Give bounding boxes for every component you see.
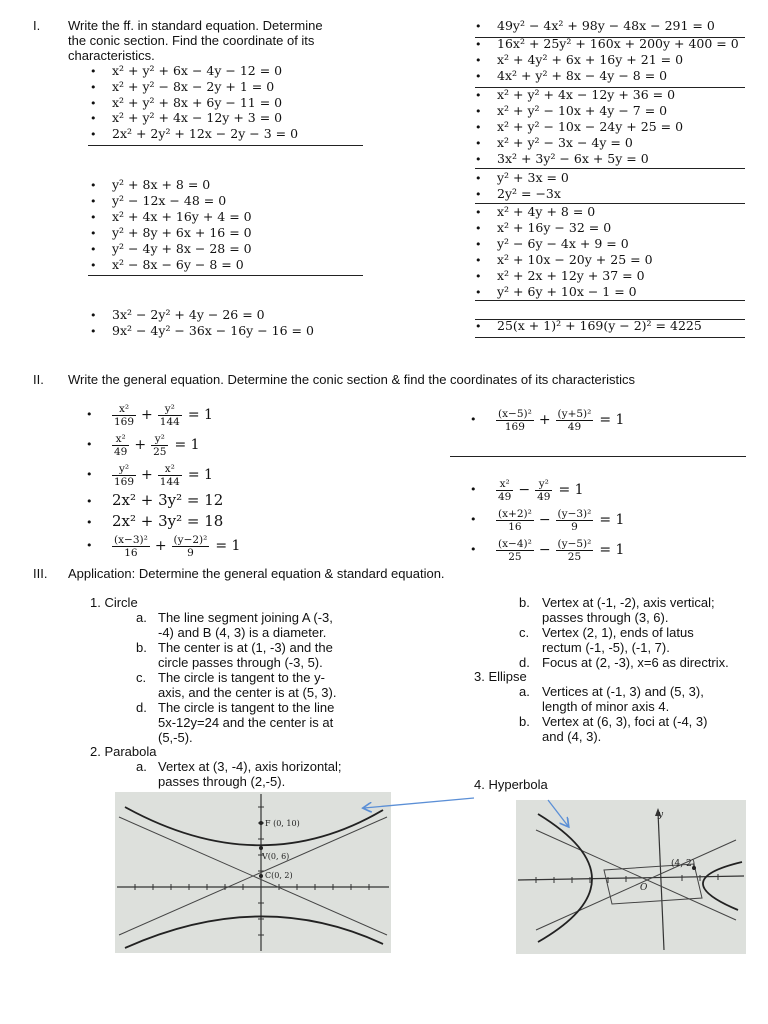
- equation: x² + y² + 4x − 12y + 36 = 0: [497, 87, 676, 102]
- divider: [450, 456, 746, 457]
- equation: 16x² + 25y² + 160x + 200y + 400 = 0: [497, 36, 739, 51]
- denominator: 25: [567, 550, 582, 563]
- left-branch: [538, 814, 592, 942]
- equation: 2x² + 2y² + 12x − 2y − 3 = 0: [112, 126, 299, 142]
- hyperbola-graph-1-svg: [115, 792, 391, 953]
- divider: [88, 275, 363, 276]
- denominator: 144: [159, 415, 180, 428]
- equation: y² − 12x − 48 = 0: [112, 193, 227, 208]
- bullet: •: [90, 195, 97, 208]
- operator: +: [141, 407, 153, 423]
- numerator: (y−5)²: [557, 537, 592, 550]
- equation: 9x² − 4y² − 36x − 16y − 16 = 0: [112, 323, 314, 338]
- item-text: -4) and B (4, 3) is a diameter.: [158, 625, 327, 640]
- point-label: (4, 2): [671, 859, 696, 869]
- bullet: •: [90, 325, 97, 338]
- item-text: Vertex at (6, 3), foci at (-4, 3): [542, 714, 708, 729]
- numerator: (y+5)²: [557, 407, 592, 420]
- fraction: [535, 478, 552, 503]
- equation-rhs: = 1: [187, 467, 213, 483]
- bullet: •: [475, 206, 482, 219]
- equation: [494, 407, 624, 433]
- bullet: •: [90, 211, 97, 224]
- item-text: Vertex at (-1, -2), axis vertical;: [542, 595, 715, 610]
- equation: x² + 16y − 32 = 0: [497, 220, 612, 235]
- heading-line: the conic section. Find the coordinate of its: [68, 33, 315, 48]
- bullet: •: [90, 80, 97, 94]
- bullet: •: [475, 320, 482, 333]
- equation: x² + 4x + 16y + 4 = 0: [112, 209, 252, 224]
- equation: x² + y² − 10x + 4y − 7 = 0: [497, 103, 668, 118]
- equation: [110, 432, 200, 458]
- numerator: (x−5)²: [498, 407, 532, 420]
- equation-rhs: = 1: [215, 538, 241, 554]
- numerator: x²: [112, 433, 129, 446]
- bullet: •: [90, 227, 97, 240]
- center-point: [259, 874, 263, 878]
- equation: y² − 6y − 4x + 9 = 0: [497, 236, 629, 251]
- item-text: circle passes through (-3, 5).: [158, 655, 323, 670]
- fraction: [158, 463, 182, 488]
- item-letter: c.: [519, 625, 530, 640]
- fraction: [556, 408, 594, 433]
- divider: [475, 337, 745, 338]
- divider: [475, 168, 745, 169]
- equation: [494, 477, 584, 503]
- item-letter: b.: [519, 595, 530, 610]
- bullet: •: [475, 105, 482, 118]
- fraction: [151, 433, 168, 458]
- equation: x² + y² − 3x − 4y = 0: [497, 135, 633, 150]
- equation: y² − 4y + 8x − 28 = 0: [112, 241, 252, 256]
- bullet: •: [90, 179, 97, 192]
- bullet: •: [90, 309, 97, 322]
- divider: [88, 145, 363, 146]
- bullet: •: [90, 128, 97, 142]
- item-text: Vertex (2, 1), ends of latus: [542, 625, 694, 640]
- bullet: •: [86, 539, 93, 552]
- equation: x² + 4y + 8 = 0: [497, 204, 596, 219]
- heading-line: characteristics.: [68, 48, 155, 63]
- hyperbola-label: 4. Hyperbola: [474, 777, 548, 792]
- origin-label: O: [640, 883, 648, 893]
- operator: −: [538, 512, 551, 528]
- equation: [494, 507, 624, 533]
- item-letter: a.: [136, 759, 147, 774]
- item-letter: d.: [136, 700, 147, 715]
- bullet: •: [475, 270, 482, 283]
- equation-rhs: = 1: [599, 512, 625, 528]
- bullet: •: [90, 96, 97, 110]
- numerator: (y−2)²: [173, 533, 208, 546]
- bullet: •: [470, 413, 477, 426]
- divider: [475, 300, 745, 301]
- fraction: [112, 463, 136, 488]
- numerator: (x−3)²: [114, 533, 148, 546]
- hyperbola-graph-2: [516, 800, 746, 954]
- equation: 49y² − 4x² + 98y − 48x − 291 = 0: [497, 18, 715, 33]
- denominator: 169: [114, 415, 135, 428]
- fraction: [496, 538, 534, 563]
- equation: 3x² − 2y² + 4y − 26 = 0: [112, 307, 265, 322]
- bullet: •: [86, 468, 93, 481]
- equation-rhs: = 1: [599, 412, 625, 428]
- denominator: 49: [114, 445, 128, 458]
- focus-point: [259, 821, 263, 825]
- numerator: (y−3)²: [557, 507, 592, 520]
- equation: x² + 4y² + 6x + 16y + 21 = 0: [497, 52, 684, 67]
- bullet: •: [475, 286, 482, 299]
- bullet: •: [470, 543, 477, 556]
- equation-rhs: = 1: [174, 437, 200, 453]
- numerator: (x+2)²: [498, 507, 532, 520]
- equation: x² + y² + 6x − 4y − 12 = 0: [112, 63, 283, 78]
- denominator: 25: [508, 550, 522, 563]
- bullet: •: [86, 408, 93, 421]
- item-text: The center is at (1, -3) and the: [158, 640, 333, 655]
- equation: x² − 8x − 6y − 8 = 0: [112, 257, 244, 272]
- numerator: (x−4)²: [498, 537, 532, 550]
- numerator: x²: [158, 463, 182, 476]
- fraction: [556, 508, 594, 533]
- denominator: 144: [159, 475, 180, 488]
- equation: y² + 8y + 6x + 16 = 0: [112, 225, 252, 240]
- denominator: 169: [114, 475, 135, 488]
- equation-rhs: = 1: [558, 482, 584, 498]
- bullet: •: [475, 89, 482, 102]
- asymptote: [536, 840, 736, 930]
- heading-line: Write the ff. in standard equation. Determine: [68, 18, 323, 33]
- bullet: •: [86, 516, 93, 529]
- denominator: 49: [567, 420, 582, 433]
- numerator: y²: [158, 403, 182, 416]
- equation: x² + y² + 8x + 6y − 11 = 0: [112, 94, 283, 110]
- equation-rhs: = 1: [599, 542, 625, 558]
- circle-label: 1. Circle: [90, 595, 138, 610]
- center-label: C(0, 2): [265, 871, 293, 880]
- denominator: 16: [124, 546, 138, 559]
- equation: y² + 8x + 8 = 0: [112, 177, 211, 192]
- equation: 4x² + y² + 8x − 4y − 8 = 0: [497, 68, 668, 83]
- operator: +: [538, 412, 551, 428]
- fraction: [496, 408, 534, 433]
- equation: 2x² + 3y² = 12: [112, 491, 224, 509]
- y-axis-label: y: [658, 810, 664, 820]
- equation: [110, 462, 213, 488]
- operator: −: [538, 542, 551, 558]
- asymptote: [536, 830, 736, 920]
- bullet: •: [475, 38, 482, 51]
- bullet: •: [90, 112, 97, 126]
- item-text: rectum (-1, -5), (-1, 7).: [542, 640, 670, 655]
- equation: x² + y² + 4x − 12y + 3 = 0: [112, 110, 283, 126]
- denominator: 49: [537, 490, 551, 503]
- item-text: Focus at (2, -3), x=6 as directrix.: [542, 655, 729, 670]
- item-text: passes through (2,-5).: [158, 774, 286, 789]
- numerator: x²: [112, 403, 136, 416]
- item-letter: b.: [136, 640, 147, 655]
- numerator: x²: [496, 478, 513, 491]
- fraction: [496, 478, 513, 503]
- equation: [110, 533, 240, 559]
- bullet: •: [470, 513, 477, 526]
- item-text: (5,-5).: [158, 730, 193, 745]
- bullet: •: [90, 243, 97, 256]
- bullet: •: [86, 495, 93, 508]
- denominator: 49: [498, 490, 512, 503]
- bullet: •: [90, 65, 97, 78]
- section-2-heading: Write the general equation. Determine the conic section & find the coordinates of its characteristics: [68, 372, 635, 387]
- fraction: [112, 534, 150, 559]
- item-text: 5x-12y=24 and the center is at: [158, 715, 334, 730]
- vertex-point: [259, 846, 263, 850]
- bullet: •: [475, 121, 482, 134]
- equation: [494, 537, 624, 563]
- item-text: The line segment joining A (-3,: [158, 610, 333, 625]
- item-letter: a.: [136, 610, 147, 625]
- vertex-label: V(0, 6): [262, 852, 290, 861]
- lower-branch: [125, 916, 383, 948]
- denominator: 169: [504, 420, 525, 433]
- equation: 2y² = −3x: [497, 186, 561, 201]
- section-2-numeral: II.: [33, 372, 44, 387]
- bullet: •: [475, 54, 482, 67]
- ellipse-label: 3. Ellipse: [474, 669, 527, 684]
- item-letter: b.: [519, 714, 530, 729]
- denominator: 9: [571, 520, 578, 533]
- section-3-heading: Application: Determine the general equation & standard equation.: [68, 566, 445, 581]
- fraction: [112, 433, 129, 458]
- item-text: axis, and the center is at (5, 3).: [158, 685, 337, 700]
- operator: +: [141, 467, 153, 483]
- bullet: •: [475, 137, 482, 150]
- hyperbola-graph-2-svg: [516, 800, 746, 954]
- equation: x² + 2x + 12y + 37 = 0: [497, 268, 645, 283]
- equation: 25(x + 1)² + 169(y − 2)² = 4225: [497, 318, 702, 333]
- bullet: •: [475, 222, 482, 235]
- parabola-label: 2. Parabola: [90, 744, 157, 759]
- equation: x² + 10x − 20y + 25 = 0: [497, 252, 653, 267]
- denominator: 25: [153, 445, 167, 458]
- equation: 3x² + 3y² − 6x + 5y = 0: [497, 151, 649, 166]
- fraction: [496, 508, 534, 533]
- equation: 2x² + 3y² = 18: [112, 512, 224, 530]
- item-text: The circle is tangent to the y-: [158, 670, 325, 685]
- denominator: 16: [508, 520, 522, 533]
- bullet: •: [475, 70, 482, 83]
- fraction: [172, 534, 210, 559]
- numerator: y²: [151, 433, 168, 446]
- item-text: Vertex at (3, -4), axis horizontal;: [158, 759, 342, 774]
- equation: y² + 6y + 10x − 1 = 0: [497, 284, 637, 299]
- upper-branch: [125, 807, 383, 845]
- bullet: •: [475, 188, 482, 201]
- item-letter: a.: [519, 684, 530, 699]
- operator: +: [134, 437, 147, 453]
- equation: x² + y² − 10x − 24y + 25 = 0: [497, 119, 684, 134]
- bullet: •: [475, 238, 482, 251]
- item-text: and (4, 3).: [542, 729, 602, 744]
- fraction: [556, 538, 594, 563]
- item-text: The circle is tangent to the line: [158, 700, 335, 715]
- bullet: •: [475, 172, 482, 185]
- section-1-numeral: I.: [33, 18, 41, 33]
- x-axis: [518, 876, 744, 880]
- denominator: 9: [187, 546, 194, 559]
- focus-label: F (0, 10): [265, 819, 300, 828]
- numerator: y²: [535, 478, 552, 491]
- fraction: [158, 403, 182, 428]
- fraction: [112, 403, 136, 428]
- operator: +: [154, 538, 167, 554]
- bullet: •: [470, 483, 477, 496]
- bullet: •: [475, 254, 482, 267]
- bullet: •: [475, 153, 482, 166]
- operator: −: [518, 482, 531, 498]
- equation-rhs: = 1: [187, 407, 213, 423]
- equation: x² + y² − 8x − 2y + 1 = 0: [112, 78, 275, 94]
- section-3-numeral: III.: [33, 566, 48, 581]
- item-text: passes through (3, 6).: [542, 610, 669, 625]
- bullet: •: [86, 438, 93, 451]
- numerator: y²: [112, 463, 136, 476]
- item-text: Vertices at (-1, 3) and (5, 3),: [542, 684, 704, 699]
- y-axis: [658, 812, 664, 950]
- bullet: •: [90, 259, 97, 272]
- item-letter: c.: [136, 670, 147, 685]
- hyperbola-graph-1: [115, 792, 391, 953]
- bullet: •: [475, 20, 482, 33]
- equation: y² + 3x = 0: [497, 170, 569, 185]
- right-branch: [703, 862, 742, 910]
- item-text: length of minor axis 4.: [542, 699, 670, 714]
- equation: [110, 402, 213, 428]
- item-letter: d.: [519, 655, 530, 670]
